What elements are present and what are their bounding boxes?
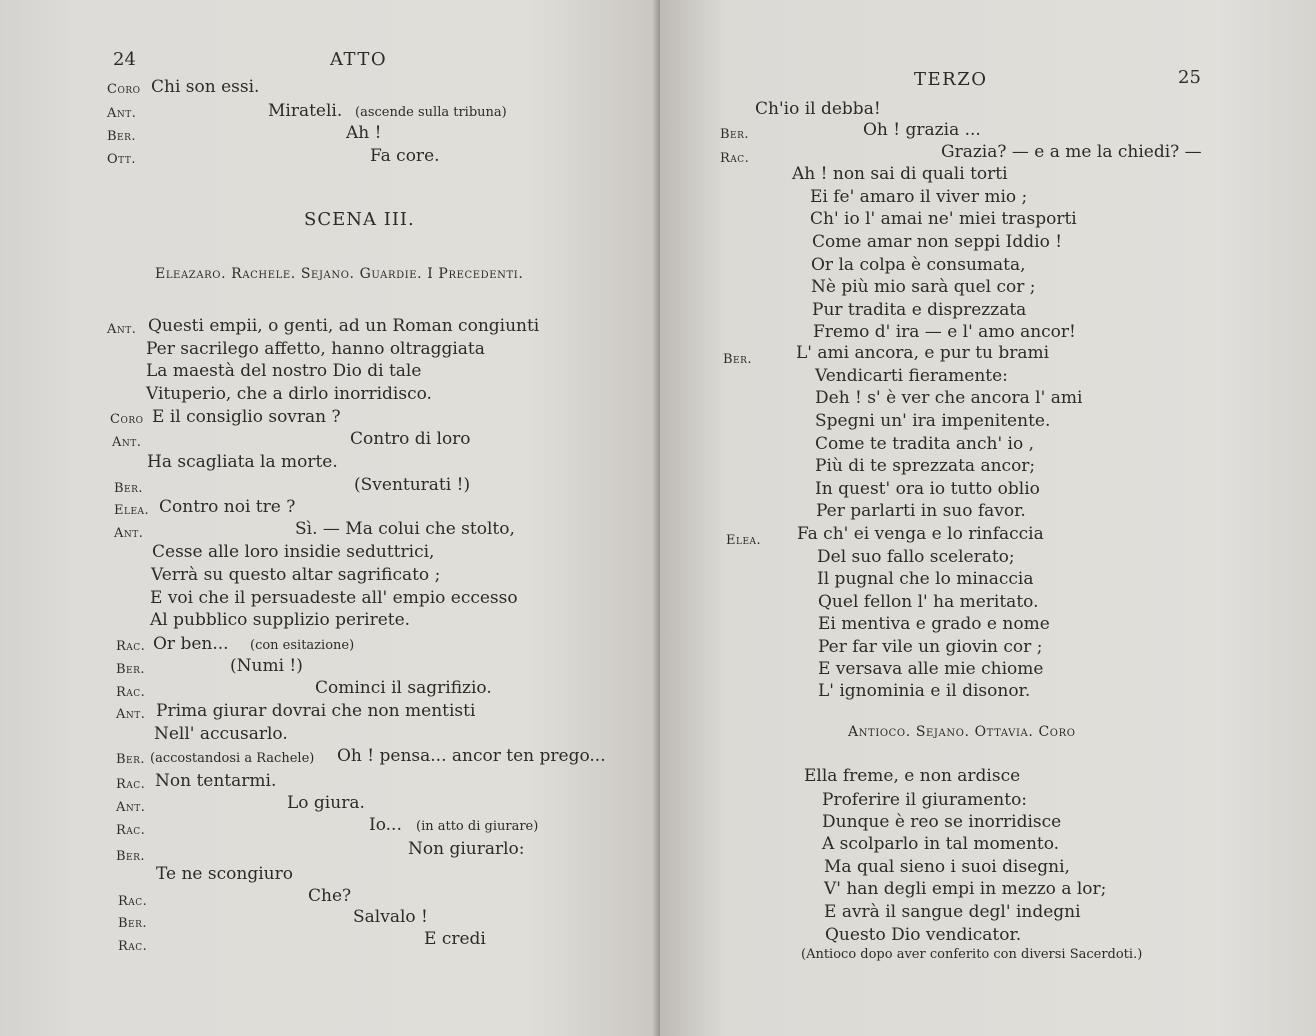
verse-line: Ei mentiva e grado e nome — [818, 614, 1050, 634]
verse-line: Fa core. — [370, 146, 440, 166]
verse-line: Non giurarlo: — [408, 839, 525, 859]
speaker-label: Rac. — [116, 777, 146, 792]
verse-line: Pur tradita e disprezzata — [812, 300, 1027, 320]
verse-line: Ei fe' amaro il viver mio ; — [810, 187, 1028, 207]
verse-line: Più di te sprezzata ancor; — [815, 456, 1036, 476]
verse-line: E versava alle mie chiome — [818, 659, 1044, 679]
verse-line: Chi son essi. — [151, 77, 260, 97]
speaker-label: Ant. — [107, 322, 137, 337]
verse-line: V' han degli empi in mezzo a lor; — [824, 879, 1107, 899]
verse-line: Nell' accusarlo. — [154, 724, 288, 744]
verse-line: (Sventurati !) — [354, 475, 471, 495]
verse-line: E credi — [424, 929, 486, 949]
verse-line: Ch' io l' amai ne' miei trasporti — [810, 209, 1077, 229]
speaker-label: Ber. — [114, 481, 144, 496]
speaker-label: Coro — [107, 82, 141, 97]
verse-line: Prima giurar dovrai che non mentisti — [156, 701, 476, 721]
verse-line: Fa ch' ei venga e lo rinfaccia — [797, 524, 1044, 544]
verse-line: Lo giura. — [287, 793, 365, 813]
verse-line: Questo Dio vendicator. — [825, 925, 1022, 945]
verse-line: Ella freme, e non ardisce — [804, 766, 1021, 786]
verse-line: L' ami ancora, e pur tu brami — [796, 343, 1050, 363]
verse-line: La maestà del nostro Dio di tale — [146, 361, 422, 381]
speaker-label: Rac. — [118, 894, 148, 909]
speaker-label: Ant. — [116, 707, 146, 722]
verse-line: Or la colpa è consumata, — [811, 255, 1026, 275]
verse-line: Spegni un' ira impenitente. — [815, 411, 1051, 431]
verse-line: Grazia? — e a me la chiedi? — — [941, 142, 1202, 162]
verse-line: Oh ! grazia ... — [863, 120, 981, 140]
verse-line: Che? — [308, 886, 352, 906]
verse-line: (Numi !) — [230, 656, 303, 676]
speaker-label: Ant. — [112, 435, 142, 450]
speaker-label: Ant. — [114, 526, 144, 541]
verse-line: Ch'io il debba! — [755, 99, 881, 119]
verse-line: Ma qual sieno i suoi disegni, — [824, 857, 1070, 877]
speaker-label: Rac. — [720, 151, 750, 166]
cast-list: Eleazaro. Rachele. Sejano. Guardie. I Precedenti. — [155, 266, 524, 282]
speaker-label: Ber. — [116, 662, 146, 677]
verse-line: Verrà su questo altar sagrificato ; — [151, 565, 441, 585]
verse-line: Cominci il sagrifizio. — [315, 678, 492, 698]
verse-line: Te ne scongiuro — [156, 864, 293, 884]
speaker-label: Ber. — [107, 129, 137, 144]
speaker-label: Rac. — [116, 639, 146, 654]
speaker-label: Ber. — [116, 752, 146, 767]
verse-line: Quel fellon l' ha meritato. — [818, 592, 1039, 612]
verse-line: Non tentarmi. — [155, 771, 277, 791]
verse-line: Al pubblico supplizio perirete. — [150, 610, 411, 630]
speaker-label: Ber. — [723, 352, 753, 367]
right-page — [660, 0, 1316, 1036]
verse-line: Cesse alle loro insidie seduttrici, — [152, 542, 435, 562]
verse-line: Ah ! — [346, 123, 382, 143]
verse-line: Il pugnal che lo minaccia — [817, 569, 1034, 589]
running-head: TERZO — [914, 69, 988, 90]
speaker-label: Rac. — [116, 685, 146, 700]
verse-line: Ha scagliata la morte. — [147, 452, 338, 472]
verse-line: Ah ! non sai di quali torti — [792, 164, 1008, 184]
verse-line: Contro di loro — [350, 429, 471, 449]
verse-line: Salvalo ! — [353, 907, 428, 927]
verse-line: Per far vile un giovin cor ; — [818, 637, 1043, 657]
verse-line: Nè più mio sarà quel cor ; — [811, 277, 1036, 297]
verse-line: Contro noi tre ? — [159, 497, 296, 517]
verse-line: Oh ! pensa... ancor ten prego... — [337, 746, 606, 766]
speaker-label: Elea. — [114, 503, 150, 518]
verse-line: Or ben... — [153, 634, 229, 654]
cast-list: Antioco. Sejano. Ottavia. Coro — [848, 724, 1076, 740]
speaker-label: Ant. — [107, 106, 137, 121]
speaker-label: Ber. — [118, 916, 148, 931]
stage-direction: (Antioco dopo aver conferito con diversi Sacerdoti.) — [801, 947, 1143, 962]
verse-line: Del suo fallo scelerato; — [817, 547, 1015, 567]
scene-title: SCENA III. — [304, 209, 415, 230]
running-head: ATTO — [330, 49, 388, 70]
verse-line: Come te tradita anch' io , — [815, 434, 1035, 454]
page-number: 24 — [113, 49, 136, 70]
verse-line: Dunque è reo se inorridisce — [822, 812, 1062, 832]
verse-line: Questi empii, o genti, ad un Roman congiunti — [148, 316, 540, 336]
verse-line: In quest' ora io tutto oblio — [815, 479, 1040, 499]
verse-line: Vendicarti fieramente: — [815, 366, 1008, 386]
verse-line: A scolparlo in tal momento. — [822, 834, 1060, 854]
stage-direction: (accostandosi a Rachele) — [150, 751, 315, 766]
verse-line: Proferire il giuramento: — [822, 790, 1028, 810]
page-number: 25 — [1178, 67, 1201, 88]
verse-line: Fremo d' ira — e l' amo ancor! — [813, 322, 1076, 342]
speaker-label: Rac. — [116, 823, 146, 838]
speaker-label: Ant. — [116, 800, 146, 815]
verse-line: E avrà il sangue degl' indegni — [824, 902, 1081, 922]
verse-line: Per parlarti in suo favor. — [816, 501, 1026, 521]
stage-direction: (ascende sulla tribuna) — [355, 105, 507, 120]
verse-line: E voi che il persuadeste all' empio eccesso — [150, 588, 518, 608]
verse-line: E il consiglio sovran ? — [152, 407, 341, 427]
verse-line: L' ignominia e il disonor. — [818, 681, 1031, 701]
speaker-label: Ber. — [116, 849, 146, 864]
verse-line: Deh ! s' è ver che ancora l' ami — [815, 388, 1083, 408]
speaker-label: Coro — [110, 412, 144, 427]
verse-line: Sì. — Ma colui che stolto, — [295, 519, 515, 539]
stage-direction: (con esitazione) — [250, 638, 355, 653]
speaker-label: Elea. — [726, 533, 762, 548]
verse-line: Io... — [369, 815, 402, 835]
verse-line: Per sacrilego affetto, hanno oltraggiata — [146, 339, 485, 359]
speaker-label: Ott. — [107, 152, 136, 167]
stage-direction: (in atto di giurare) — [416, 819, 539, 834]
verse-line: Mirateli. — [268, 101, 343, 121]
speaker-label: Rac. — [118, 939, 148, 954]
verse-line: Come amar non seppi Iddio ! — [812, 232, 1063, 252]
verse-line: Vituperio, che a dirlo inorridisco. — [146, 384, 432, 404]
speaker-label: Ber. — [720, 127, 750, 142]
